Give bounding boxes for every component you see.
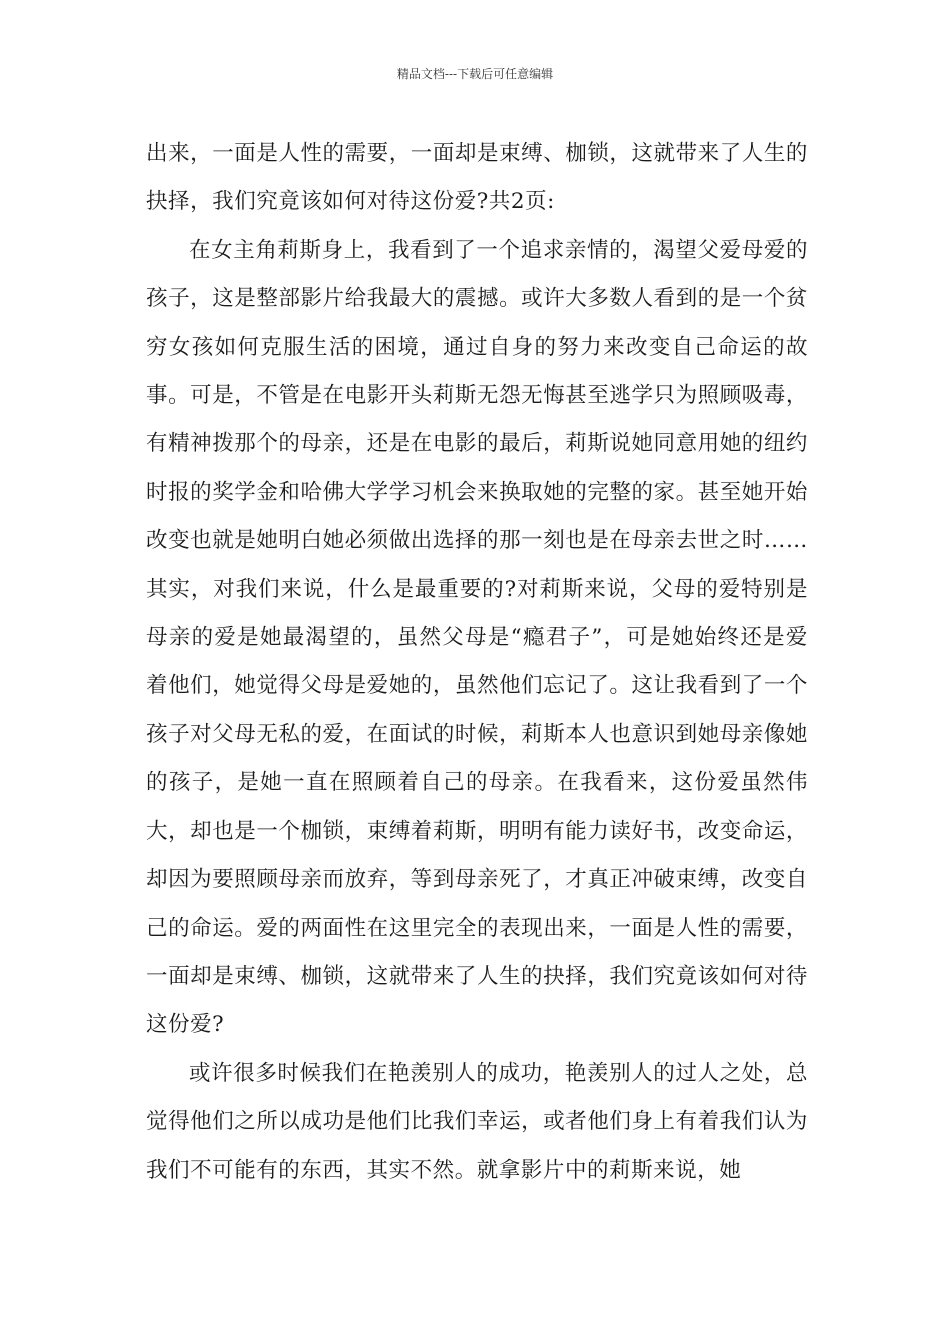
page-header: 精品文档---下载后可任意编辑 [396,67,554,81]
paragraph-1: 出来，一面是人性的需要，一面却是束缚、枷锁，这就带来了人生的抉择，我们究竟该如何对待这份爱?共2页: [146,141,808,215]
paragraph-2: 在女主角莉斯身上，我看到了一个追求亲情的，渴望父爱母爱的孩子，这是整部影片给我最大的震撼。或许大多数人看到的是一个贫穷女孩如何克服生活的困境，通过自身的努力来改变自己命运的故事。可是，不管是在电影开头莉斯无怨无悔甚至逃学只为照顾吸毒，有精神拨那个的母亲，还是在电影的最后，莉斯说她同意用她的纽约时报的奖学金和哈佛大学学习机会来换取她的完整的家。甚至她开始改变也就是她明白她必须做出选择的那一刻也是在母亲去世之时……其实，对我们来说，什么是最重要的?对莉斯来说，父母的爱特别是母亲的爱是她最渴望的，虽然父母是“瘾君子”，可是她始终还是爱着他们，她觉得父母是爱她的，虽然他们忘记了。这让我看到了一个孩子对父母无私的爱，在面试的时候，莉斯本人也意识到她母亲像她的孩子，是她一直在照顾着自己的母亲。在我看来，这份爱虽然伟大，却也是一个枷锁，束缚着莉斯，明明有能力读好书，改变命运，却因为要照顾母亲而放弃，等到母亲死了，才真正冲破束缚，改变自己的命运。爱的两面性在这里完全的表现出来，一面是人性的需要，一面却是束缚、枷锁，这就带来了人生的抉择，我们究竟该如何对待这份爱? [146,237,808,1038]
paragraph-3: 或许很多时候我们在艳羡别人的成功，艳羡别人的过人之处，总觉得他们之所以成功是他们比我们幸运，或者他们身上有着我们认为我们不可能有的东西，其实不然。就拿影片中的莉斯来说，她 [146,1060,808,1183]
document-body [146,130,808,1195]
